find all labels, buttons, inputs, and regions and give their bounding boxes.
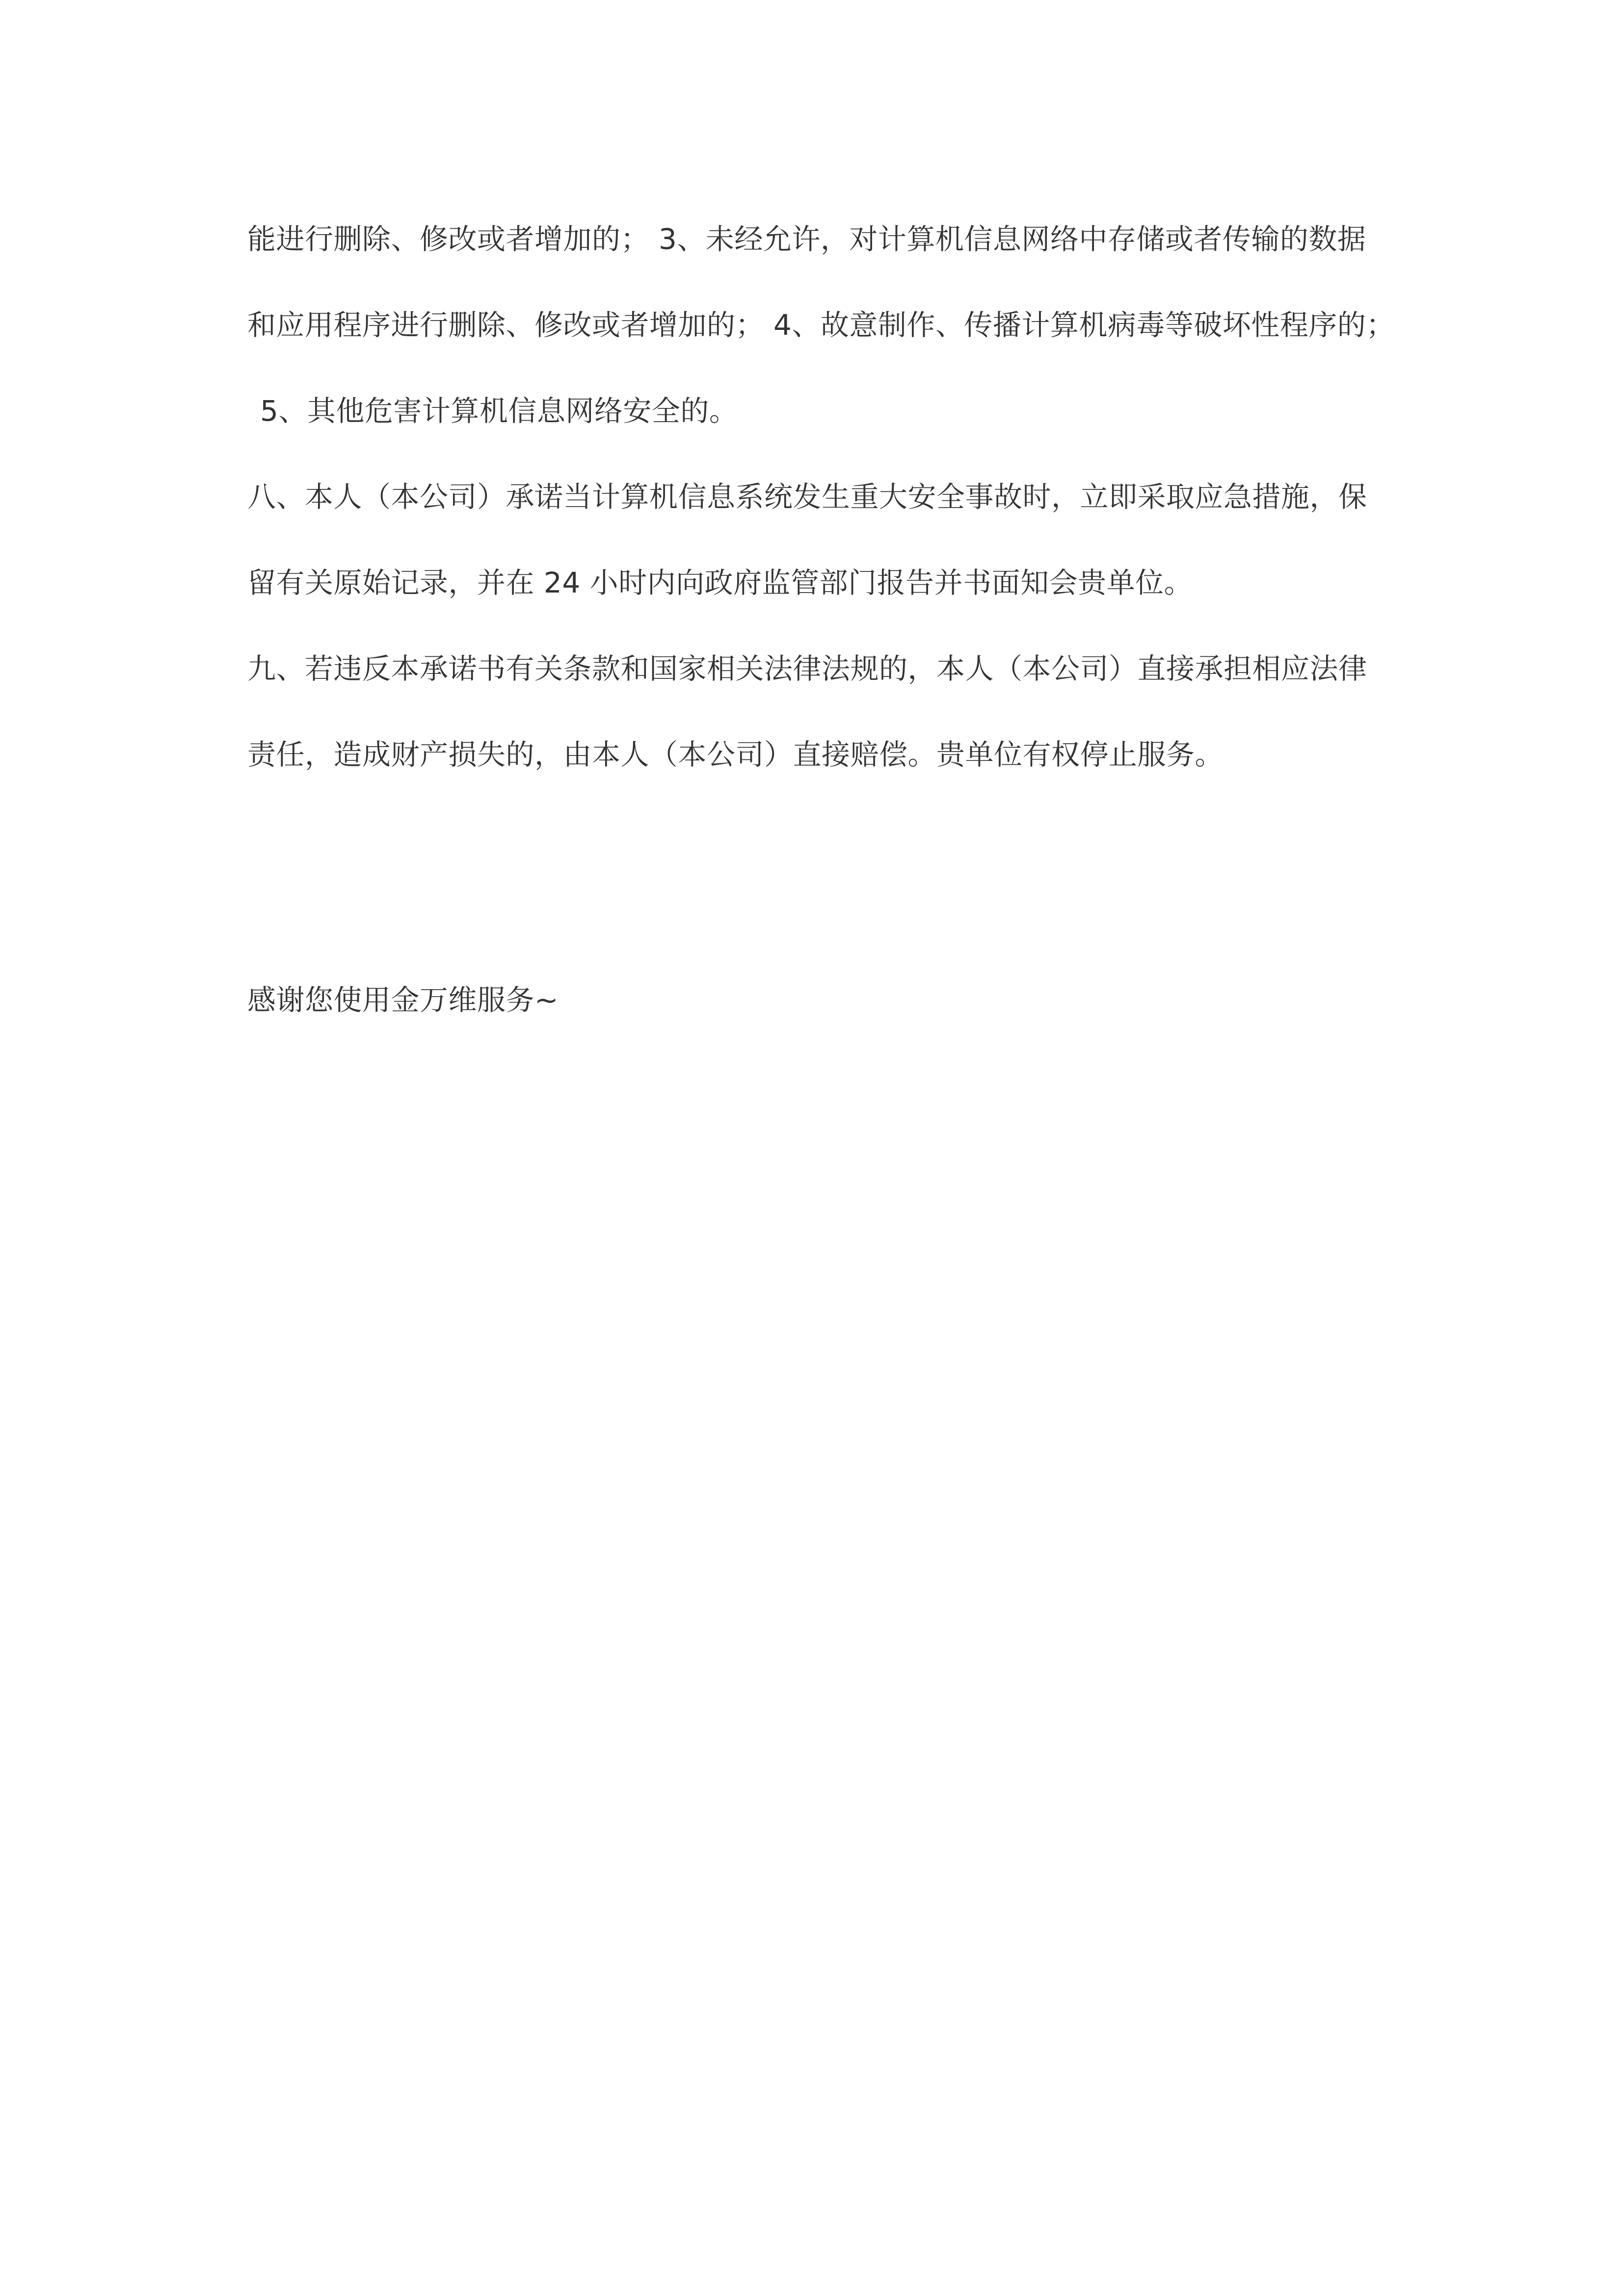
clause-eight-line: 留有关原始记录，并在 24 小时内向政府监管部门报告并书面知会贵单位。 (247, 566, 1193, 599)
clause-eight-line: 八、本人（本公司）承诺当计算机信息系统发生重大安全事故时，立即采取应急措施，保 (247, 480, 1367, 513)
clause-nine-line: 责任，造成财产损失的，由本人（本公司）直接赔偿。贵单位有权停止服务。 (247, 738, 1224, 771)
paragraph-line: 和应用程序进行删除、修改或者增加的； 4、故意制作、传播计算机病毒等破坏性程序的； (247, 308, 1395, 342)
closing-line: 感谢您使用金万维服务~ (247, 983, 559, 1017)
paragraph-line: 能进行删除、修改或者增加的； 3、未经允许，对计算机信息网络中存储或者传输的数据 (247, 222, 1366, 256)
clause-nine-line: 九、若违反本承诺书有关条款和国家相关法律法规的，本人（本公司）直接承担相应法律 (247, 652, 1367, 685)
paragraph-line: 5、其他危害计算机信息网络安全的。 (260, 394, 738, 428)
